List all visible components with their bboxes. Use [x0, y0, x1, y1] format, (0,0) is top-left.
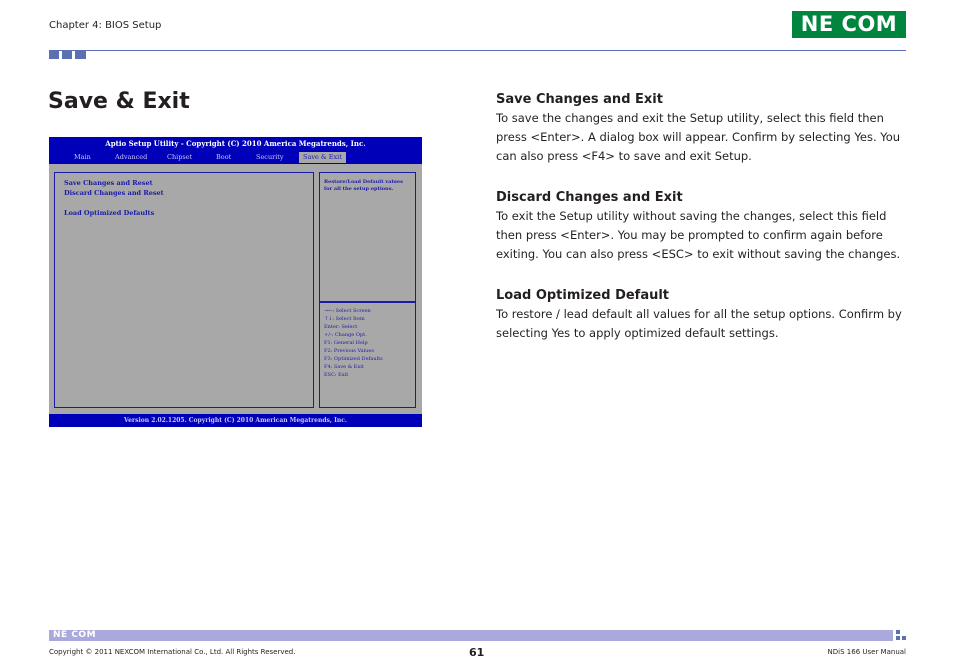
section-heading: Discard Changes and Exit — [496, 190, 683, 205]
bios-tab-boot: Boot — [216, 153, 232, 161]
bios-item-save-reset: Save Changes and Reset — [64, 179, 153, 187]
bios-key-line: Enter: Select — [324, 324, 358, 330]
bios-key-line: ESC: Exit — [324, 372, 349, 378]
bios-help-line: Restore/Load Default values — [324, 179, 403, 185]
section-save-changes-exit — [496, 92, 908, 166]
bios-key-line: F2: Previous Values — [324, 348, 374, 354]
page-number: 61 — [469, 646, 485, 659]
bios-help-line: for all the setup options. — [324, 186, 394, 192]
bios-item-load-defaults: Load Optimized Defaults — [64, 209, 155, 217]
bios-screenshot — [49, 137, 422, 427]
bios-tab-advanced: Advanced — [115, 153, 148, 161]
bios-key-line: ↑↓: Select Item — [324, 316, 365, 322]
footer-bar — [49, 630, 893, 641]
section-load-optimized-default — [496, 288, 908, 343]
header-blocks — [49, 51, 86, 59]
section-heading: Save Changes and Exit — [496, 92, 663, 107]
page-title: Save & Exit — [48, 89, 190, 114]
bios-options-panel — [54, 172, 314, 408]
section-body: To save the changes and exit the Setup utility, select this field then press <Enter>. A dialog box will appear. Confirm by selecting Yes. You can also press <F4> to save and exit Setup. — [496, 111, 901, 163]
bios-key-line: →←: Select Screen — [324, 308, 371, 314]
bios-keys-panel — [319, 302, 416, 408]
bios-key-line: F3: Optimized Defaults — [324, 356, 383, 362]
bios-tab-save-exit: Save & Exit — [299, 152, 346, 163]
section-body: To exit the Setup utility without saving the changes, select this field then press <Enter>. You may be prompted to confirm again before exiting. You can also press <ESC> to exit without saving the changes. — [496, 209, 901, 261]
bios-key-line: F1: General Help — [324, 340, 368, 346]
footer-squares-icon — [896, 630, 907, 642]
bios-tab-security: Security — [256, 153, 284, 161]
bios-version-bar: Version 2.02.1205. Copyright (C) 2010 American Megatrends, Inc. — [49, 414, 422, 427]
bios-key-line: +/-: Change Opt. — [324, 332, 367, 338]
section-heading: Load Optimized Default — [496, 288, 670, 303]
bios-help-panel — [319, 172, 416, 302]
bios-key-line: F4: Save & Exit — [324, 364, 364, 370]
bios-title-bar: Aptio Setup Utility - Copyright (C) 2010 America Megatrends, Inc. — [49, 137, 422, 151]
bios-tab-chipset: Chipset — [167, 153, 193, 161]
bios-tab-main: Main — [74, 153, 91, 161]
copyright-text: Copyright © 2011 NEXCOM International Co., Ltd. All Rights Reserved. — [49, 648, 296, 656]
chapter-label: Chapter 4: BIOS Setup — [49, 20, 162, 31]
section-body: To restore / lead default all values for all the setup options. Confirm by selecting Yes to apply optimized default settings. — [496, 307, 902, 340]
manual-name: NDiS 166 User Manual — [827, 648, 906, 656]
header-rule — [49, 50, 906, 51]
footer-logo: NE COM — [53, 630, 97, 640]
bios-tab-bar — [49, 151, 422, 164]
nexcom-logo: NE COM — [792, 11, 906, 38]
bios-item-discard-reset: Discard Changes and Reset — [64, 189, 164, 197]
section-discard-changes-exit — [496, 190, 908, 264]
